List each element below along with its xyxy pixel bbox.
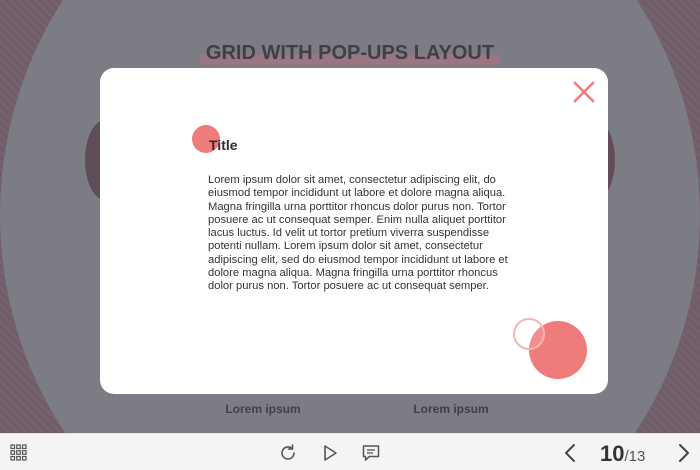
grid-card-caption: Lorem ipsum	[225, 402, 301, 416]
slide-title: GRID WITH POP-UPS LAYOUT	[200, 42, 500, 65]
page-counter	[600, 441, 645, 465]
play-icon	[322, 444, 338, 462]
grid-menu-icon	[10, 444, 27, 461]
chevron-left-icon	[563, 443, 577, 463]
replay-button[interactable]	[276, 434, 300, 470]
chevron-right-icon	[677, 443, 691, 463]
replay-icon	[278, 443, 298, 463]
next-slide-button[interactable]	[672, 434, 696, 470]
popup-body-text: Lorem ipsum dolor sit amet, consectetur adipiscing elit, do eiusmod tempor incididunt ut labore et dolore magna aliqua. Magna fringilla urna porttitor rhoncus dolor purus non. Tortor posuere ac ut consequat semper. Enim nulla aliquet porttitor lacus luctus. Id velit ut tortor pretium viverra suspendisse potenti nullam. Lorem ipsum dolor sit amet, consectetur adipiscing elit, sed do eiusmod tempor incididunt ut labore et dolore magna aliqua. Magna fringilla urna porttitor rhoncus dolor purus non. Tortor posuere ac ut consequat semper.	[208, 174, 508, 293]
popup-dialog	[100, 68, 608, 394]
decorative-ring	[513, 318, 545, 350]
grid-card-caption: Lorem ipsum	[413, 402, 489, 416]
total-pages: /13	[624, 448, 646, 465]
previous-slide-button[interactable]	[558, 434, 582, 470]
play-button[interactable]	[318, 434, 342, 470]
current-page: 10	[600, 441, 625, 466]
menu-button[interactable]	[6, 434, 30, 470]
player-toolbar	[0, 433, 700, 470]
close-icon	[572, 80, 596, 104]
notes-icon	[361, 443, 381, 463]
popup-title: Title	[209, 137, 238, 153]
close-button[interactable]	[572, 80, 596, 104]
notes-button[interactable]	[358, 434, 384, 470]
